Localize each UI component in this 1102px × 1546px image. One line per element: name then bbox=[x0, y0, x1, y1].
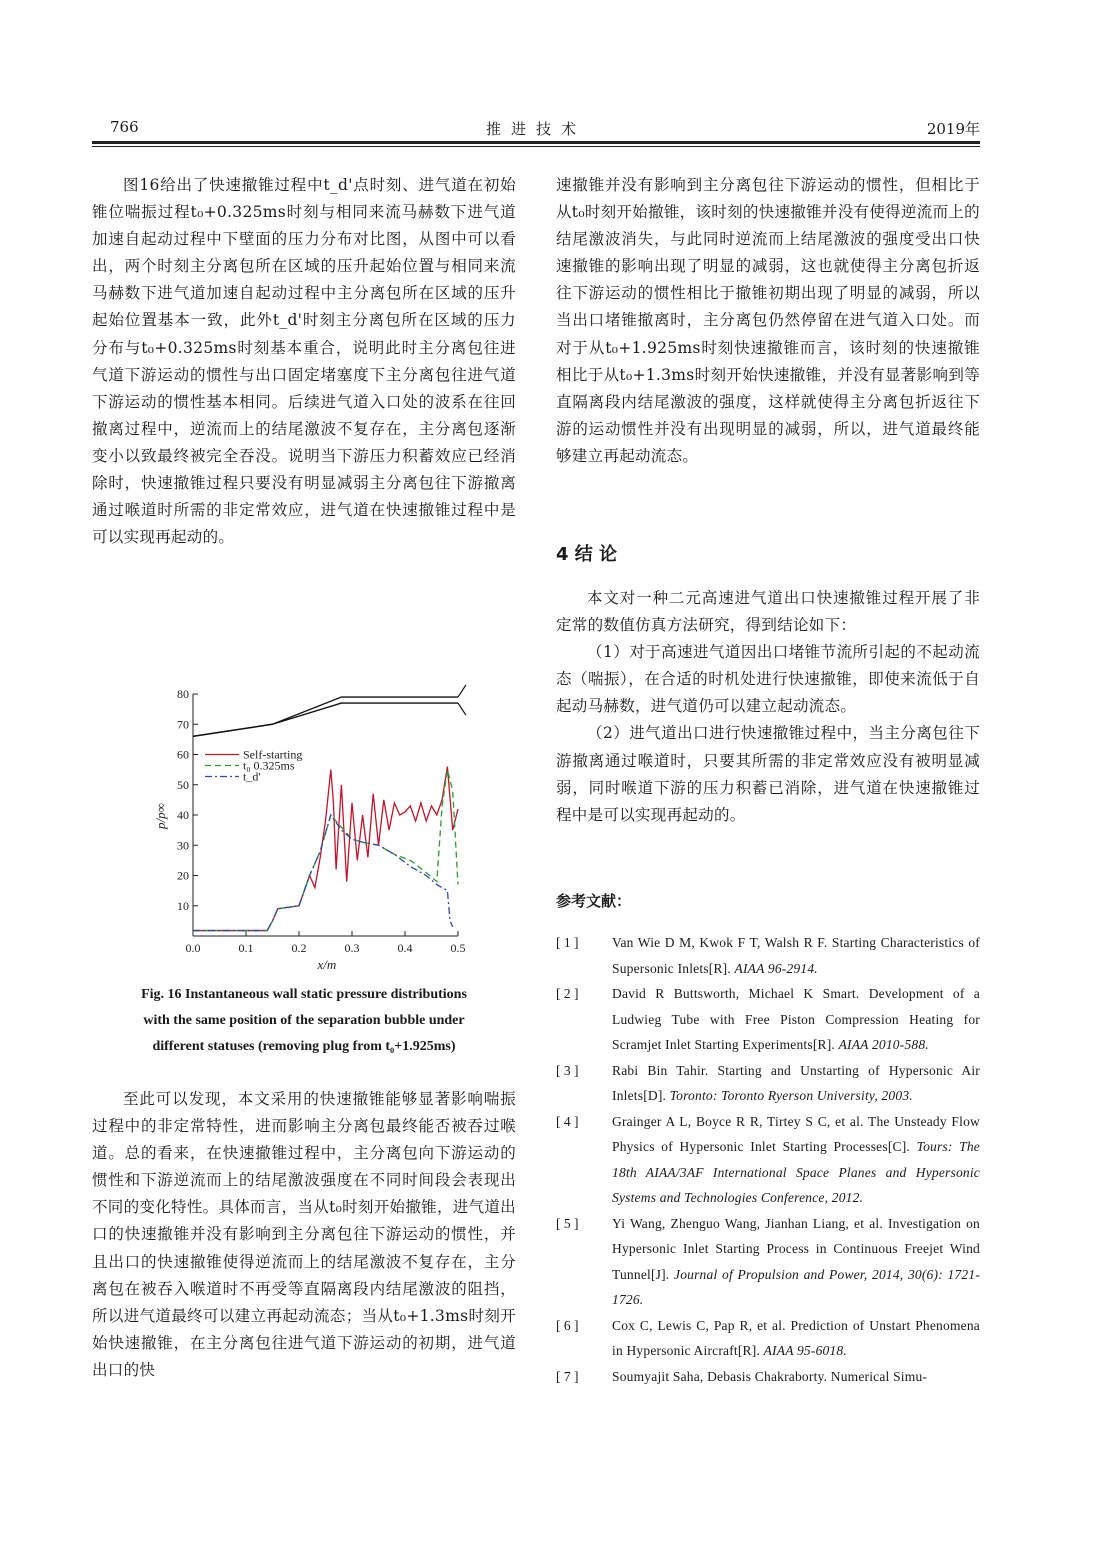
reference-item bbox=[556, 1058, 980, 1109]
x-tick-label: 0.3 bbox=[344, 941, 360, 955]
reference-source: Tours: The 18th AIAA/3AF International Space Planes and Hypersonic Systems and Technologies Conference, 2012. bbox=[612, 1139, 980, 1205]
conclusion-paragraph: 本文对一种二元高速进气道出口快速撤锥过程开展了非定常的数值仿真方法研究，得到结论如下： bbox=[556, 589, 980, 635]
reference-source: Toronto: Toronto Ryerson University, 2003. bbox=[669, 1088, 913, 1103]
reference-text: Yi Wang, Zhenguo Wang, Jianhan Liang, et al. Investigation on Hypersonic Inlet Starting Process in Continuous Freejet Wind Tunnel[J]. bbox=[612, 1215, 980, 1282]
header-rule-thick bbox=[92, 141, 980, 144]
reference-source: AIAA 95-6018. bbox=[763, 1343, 847, 1358]
y-tick-label: 30 bbox=[177, 838, 189, 853]
reference-item bbox=[556, 1211, 980, 1313]
x-tick-label: 0.2 bbox=[291, 941, 307, 955]
reference-text: Van Wie D M, Kwok F T, Walsh R F. Starting Characteristics of Supersonic Inlets[R]. bbox=[612, 935, 980, 976]
x-tick-label: 0.0 bbox=[185, 941, 201, 955]
reference-text: Soumyajit Saha, Debasis Chakraborty. Numerical Simu- bbox=[612, 1368, 928, 1384]
reference-item bbox=[556, 930, 980, 981]
conclusion-paragraph: （2）进气道出口进行快速撤锥过程中，当主分离包往下游撤离通过喉道时，只要其所需的非定常效应没有被明显减弱，同时喉道下游的压力积蓄已消除，进气道在快速撤锥过程中是可以实现再起动的。 bbox=[556, 724, 980, 824]
reference-number: [ 1 ] bbox=[556, 935, 579, 950]
series-line-0 bbox=[193, 767, 458, 931]
reference-number: [ 7 ] bbox=[556, 1368, 579, 1384]
y-tick-label: 70 bbox=[177, 717, 189, 732]
body-paragraph: 图16给出了快速撤锥过程中t_d'点时刻、进气道在初始锥位喘振过程t₀+0.325ms时刻与相同来流马赫数下进气道加速自起动过程中下壁面的压力分布对比图，从图中可以看出，两个时刻主分离包所在区域的压升起始位置与相同来流马赫数下进气道加速自起动过程中主分离包所在区域的压升起始位置基本一致，此外t_d'时刻主分离包所在区域的压力分布与t₀+0.325ms时刻基本重合，说明此时主分离包往进气道下游运动的惯性与出口固定堵塞度下主分离包往进气道下游运动的惯性基本相同。后续进气道入口处的波系在往回撤离过程中，逆流而上的结尾激波不复存在，主分离包逐渐变小以致最终被完全吞没。说明当下游压力积蓄效应已经消除时，快速撤锥过程只要没有明显减弱主分离包往下游撤离通过喉道时所需的非定常效应，进气道在快速撤锥过程中是可以实现再起动的。 bbox=[92, 176, 516, 547]
reference-number: [ 2 ] bbox=[556, 986, 579, 1001]
reference-text: David R Buttsworth, Michael K Smart. Development of a Ludwieg Tube with Free Piston Compression Heating for Scramjet Inlet Starting Experiments[R]. bbox=[612, 986, 980, 1052]
references-list bbox=[556, 930, 980, 1389]
reference-text: Grainger A L, Boyce R R, Tirtey S C, et al. The Unsteady Flow Physics of Hypersonic Inlet Starting Processes[C]. bbox=[612, 1113, 980, 1154]
page-number: 766 bbox=[110, 118, 139, 136]
y-axis-label: p/p∞ bbox=[153, 803, 168, 829]
y-tick-label: 60 bbox=[177, 747, 189, 762]
y-tick-label: 40 bbox=[177, 808, 189, 822]
reference-source: AIAA 2010-588. bbox=[838, 1037, 929, 1052]
body-paragraph: 速撤锥并没有影响到主分离包往下游运动的惯性，但相比于从t₀时刻开始撤锥，该时刻的快速撤锥并没有使得逆流而上的结尾激波消失，与此同时逆流而上结尾激波的强度受出口快速撤锥的影响出现了明显的减弱，这也就使得主分离包折返往下游运动的惯性相比于撤锥初期出现了明显的减弱，所以当出口堵锥撤离时，主分离包仍然停留在进气道入口处。而对于从t₀+1.925ms时刻快速撤锥而言，该时刻的快速撤锥相比于从t₀+1.3ms时刻开始快速撤锥，并没有显著影响到等直隔离段内结尾激波的强度，这样就使得主分离包折返往下游的运动惯性并没有出现明显的减弱，所以，进气道最终能够建立再起动流态。 bbox=[556, 176, 980, 465]
reference-number: [ 6 ] bbox=[556, 1317, 579, 1333]
reference-number: [ 5 ] bbox=[556, 1215, 579, 1231]
x-axis-label: x/m bbox=[317, 957, 337, 972]
x-tick-label: 0.4 bbox=[397, 941, 413, 955]
reference-source: Journal of Propulsion and Power, 2014, 30(6): 1721-1726. bbox=[612, 1266, 980, 1307]
pressure-chart bbox=[92, 684, 516, 974]
exit-plug-lower bbox=[458, 703, 466, 715]
reference-number: [ 3 ] bbox=[556, 1062, 579, 1078]
series-line-1 bbox=[193, 770, 458, 931]
legend-label: Self-starting bbox=[243, 747, 303, 762]
left-column-lower bbox=[92, 1086, 516, 1384]
journal-name: 推进技术 bbox=[485, 120, 586, 138]
section-heading: 4 结 论 bbox=[556, 544, 618, 565]
figure-caption bbox=[92, 982, 516, 1060]
body-paragraph: 至此可以发现，本文采用的快速撤锥能够显著影响喘振过程中的非定常特性，进而影响主分离包最终能否被吞过喉道。总的看来，在快速撤锥过程中，主分离包向下游运动的惯性和下游逆流而上的结尾激波强度在不同时间段会表现出不同的变化特性。具体而言，当从t₀时刻开始撤锥，进气道出口的快速撤锥并没有影响到主分离包往下游运动的惯性，并且出口的快速撤锥使得逆流而上的结尾激波不复存在，主分离包在被吞入喉道时不再受等直隔离段内结尾激波的阻挡，所以进气道最终可以建立再起动流态；当从t₀+1.3ms时刻开始快速撤锥，在主分离包往进气道下游运动的初期，进气道出口的快 bbox=[92, 1090, 516, 1379]
legend-label: t_d' bbox=[243, 769, 261, 784]
reference-text: Rabi Bin Tahir. Starting and Unstarting of Hypersonic Air Inlets[D]. bbox=[612, 1062, 980, 1103]
y-tick-label: 80 bbox=[177, 687, 189, 701]
reference-item bbox=[556, 1313, 980, 1364]
caption-line: Fig. 16 Instantaneous wall static pressure distributions bbox=[141, 987, 467, 1002]
y-tick-label: 50 bbox=[177, 777, 189, 792]
reference-text: Cox C, Lewis C, Pap R, et al. Prediction of Unstart Phenomena in Hypersonic Aircraft[R]. bbox=[612, 1317, 980, 1358]
caption-line: with the same position of the separation bubble under bbox=[143, 1013, 465, 1028]
page-header bbox=[92, 118, 980, 142]
x-tick-label: 0.1 bbox=[238, 941, 254, 955]
right-column bbox=[556, 172, 980, 470]
header-rule-thin bbox=[92, 146, 980, 147]
reference-item bbox=[556, 1364, 980, 1390]
reference-number: [ 4 ] bbox=[556, 1113, 579, 1129]
left-column bbox=[92, 172, 516, 551]
reference-source: AIAA 96-2914. bbox=[734, 960, 818, 976]
caption-line: different statuses (removing plug from t₀+1.925ms) bbox=[152, 1039, 456, 1054]
conclusion-section bbox=[556, 585, 980, 829]
figure-16 bbox=[92, 684, 516, 1064]
legend-label: t₀ 0.325ms bbox=[243, 758, 295, 773]
journal-year: 2019年 bbox=[926, 120, 980, 138]
series-line-2 bbox=[193, 815, 453, 931]
y-tick-label: 20 bbox=[177, 868, 189, 883]
exit-plug-upper bbox=[458, 685, 466, 697]
x-tick-label: 0.5 bbox=[450, 941, 466, 955]
reference-item bbox=[556, 981, 980, 1058]
reference-item bbox=[556, 1109, 980, 1211]
references-heading: 参考文献： bbox=[556, 892, 632, 910]
conclusion-paragraph: （1）对于高速进气道因出口堵锥节流所引起的不起动流态（喘振），在合适的时机处进行快速撤锥，即使来流低于自起动马赫数，进气道仍可以建立起动流态。 bbox=[556, 643, 980, 716]
y-tick-label: 10 bbox=[177, 898, 189, 913]
inlet-wall-lower bbox=[193, 703, 458, 736]
